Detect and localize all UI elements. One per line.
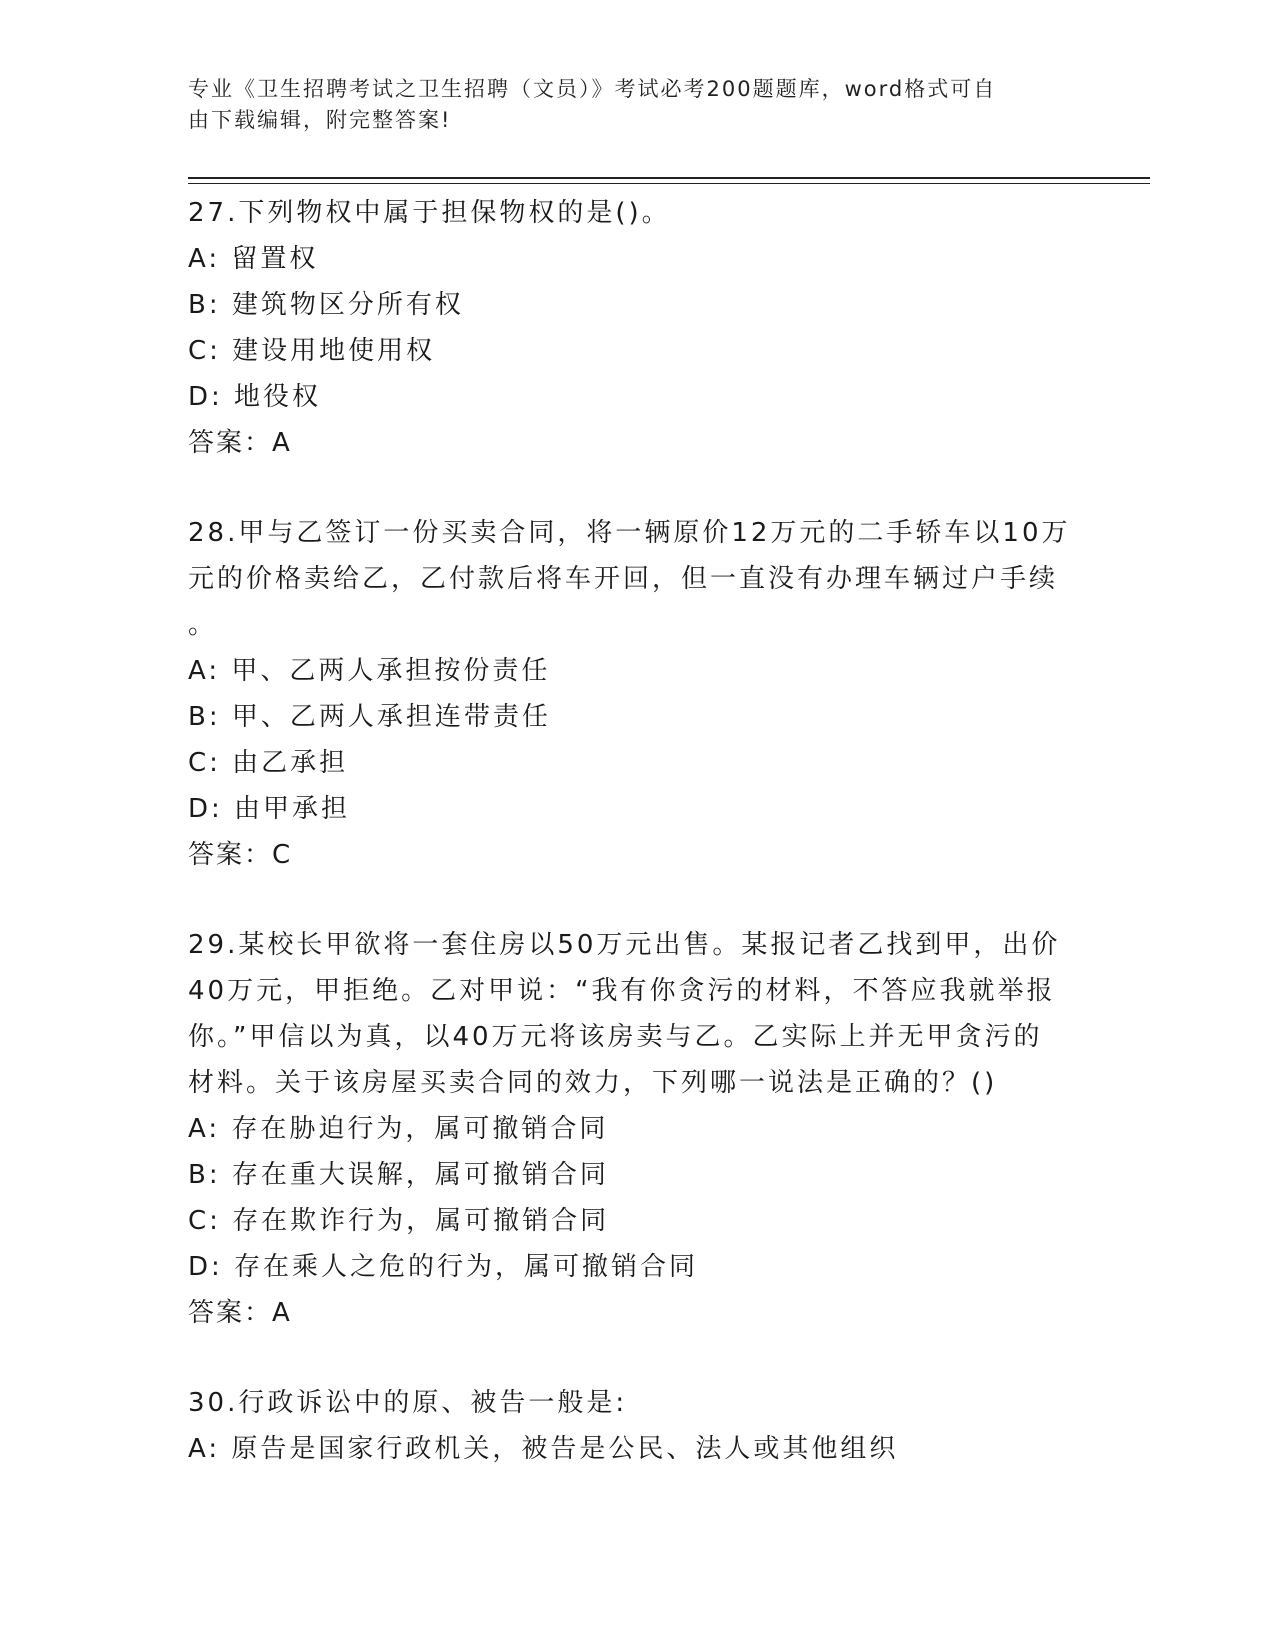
answer-key: 答案：A <box>188 1298 292 1328</box>
answer-option: D: 由甲承担 <box>188 794 351 824</box>
question-block <box>188 190 1088 466</box>
question-block <box>188 1380 1088 1472</box>
answer-key: 答案：A <box>188 428 292 458</box>
document-header <box>188 74 1088 136</box>
question-stem-line: 材料。关于该房屋买卖合同的效力，下列哪一说法是正确的？() <box>188 1068 998 1098</box>
question-stem-line: 。 <box>188 610 218 640</box>
answer-option: B: 甲、乙两人承担连带责任 <box>188 702 551 732</box>
question-block <box>188 510 1088 878</box>
question-list <box>188 190 1088 1472</box>
answer-option: A: 原告是国家行政机关，被告是公民、法人或其他组织 <box>188 1434 899 1464</box>
answer-option: C: 存在欺诈行为，属可撤销合同 <box>188 1206 610 1236</box>
header-rule-thick <box>188 177 1150 179</box>
header-line-2: 由下载编辑，附完整答案! <box>188 108 452 132</box>
header-line-1: 专业《卫生招聘考试之卫生招聘（文员）》考试必考200题题库，word格式可自 <box>188 77 997 101</box>
question-stem-line: 你。”甲信以为真，以40万元将该房卖与乙。乙实际上并无甲贪污的 <box>188 1022 1043 1052</box>
answer-option: D: 地役权 <box>188 382 322 412</box>
question-gap <box>188 1336 1088 1380</box>
question-gap <box>188 466 1088 510</box>
question-block <box>188 922 1088 1336</box>
answer-option: A: 甲、乙两人承担按份责任 <box>188 656 551 686</box>
answer-option: B: 存在重大误解，属可撤销合同 <box>188 1160 609 1190</box>
answer-key: 答案：C <box>188 840 293 870</box>
question-stem-line: 元的价格卖给乙，乙付款后将车开回，但一直没有办理车辆过户手续 <box>188 564 1059 594</box>
answer-option: C: 建设用地使用权 <box>188 336 436 366</box>
answer-option: D: 存在乘人之危的行为，属可撤销合同 <box>188 1252 699 1282</box>
answer-option: C: 由乙承担 <box>188 748 349 778</box>
question-stem-line: 28.甲与乙签订一份买卖合同，将一辆原价12万元的二手轿车以10万 <box>188 518 1071 548</box>
answer-option: A: 留置权 <box>188 244 319 274</box>
question-gap <box>188 878 1088 922</box>
question-stem-line: 29.某校长甲欲将一套住房以50万元出售。某报记者乙找到甲，出价 <box>188 930 1061 960</box>
answer-option: B: 建筑物区分所有权 <box>188 290 464 320</box>
answer-option: A: 存在胁迫行为，属可撤销合同 <box>188 1114 609 1144</box>
question-stem-line: 30.行政诉讼中的原、被告一般是: <box>188 1388 628 1418</box>
question-stem-line: 27.下列物权中属于担保物权的是()。 <box>188 198 671 228</box>
header-rule-thin <box>188 183 1150 184</box>
question-stem-line: 40万元，甲拒绝。乙对甲说：“我有你贪污的材料，不答应我就举报 <box>188 976 1056 1006</box>
